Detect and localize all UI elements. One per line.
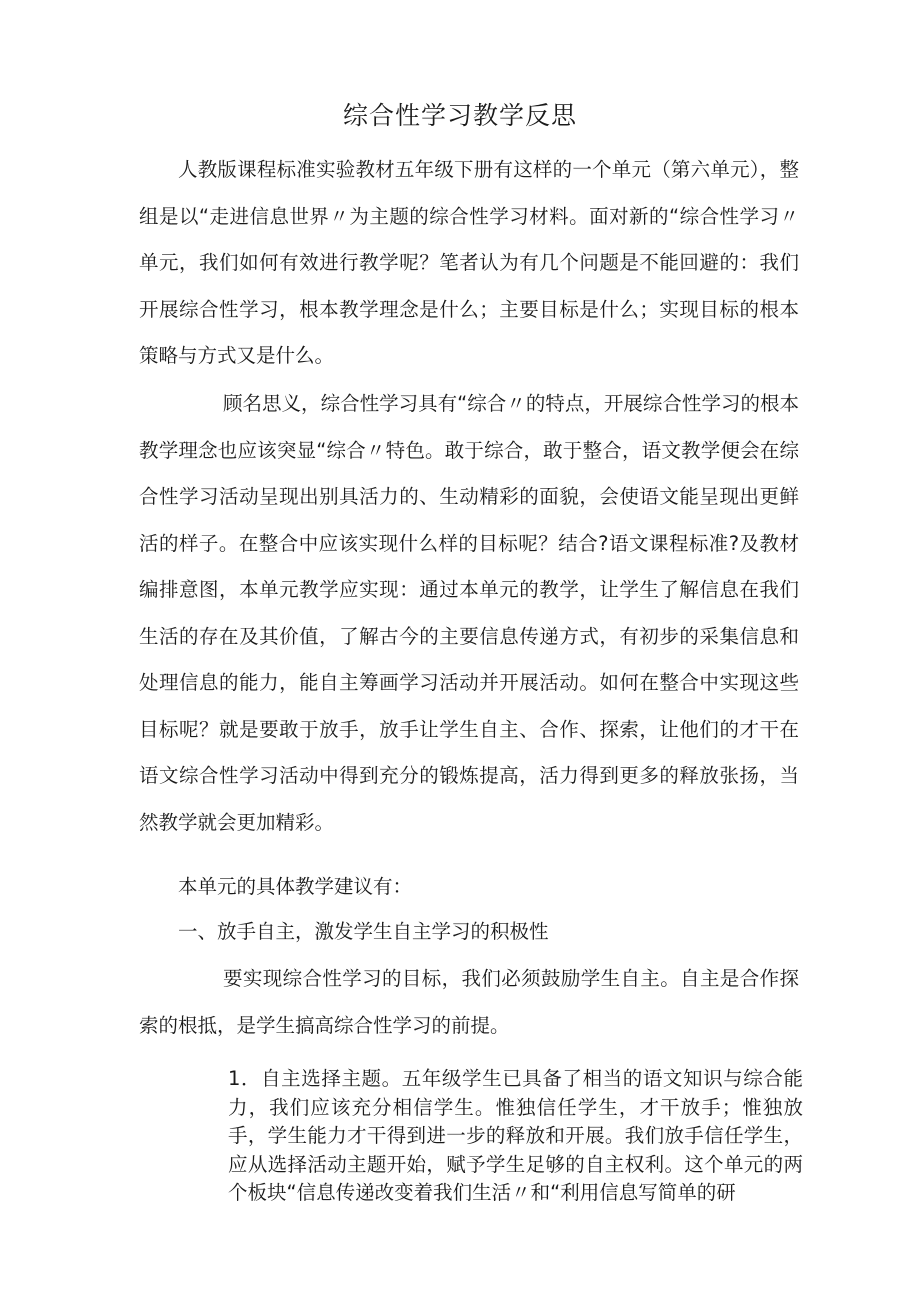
paragraph-suggestions-heading: 本单元的具体教学建议有： [178, 875, 413, 898]
list-item-1: 1．自主选择主题。五年级学生已具备了相当的语文知识与综合能力，我们应该充分相信学生。惟独信任学生，才干放手；惟独放手，学生能力才干得到进一步的释放和开展。我们放手信任学生，应从选择活动主题开始，赋予学生足够的自主权利。这个单元的两个板块“信息传递改变着我们生活〃和“利用信息写简单的研 [228, 1067, 803, 1204]
paragraph-concept: 顾名思义，综合性学习具有“综合〃的特点，开展综合性学习的根本教学理念也应该突显“综合〃特色。敢于综合，敢于整合，语文教学便会在综合性学习活动呈现出别具活力的、生动精彩的面貌，会使语文能呈现出更鲜活的样子。在整合中应该实现什么样的目标呢？结合?语文课程标准?及教材编排意图，本单元教学应实现：通过本单元的教学，让学生了解信息在我们生活的存在及其价值，了解古今的主要信息传递方式，有初步的采集信息和处理信息的能力，能自主筹画学习活动并开展活动。如何在整合中实现这些目标呢？就是要敢于放手，放手让学生自主、合作、探索，让他们的才干在语文综合性学习活动中得到充分的锻炼提高，活力得到更多的释放张扬，当然教学就会更加精彩。 [139, 392, 799, 834]
section-heading-1: 一、放手自主，激发学生自主学习的积极性 [178, 920, 549, 943]
paragraph-intro: 人教版课程标准实验教材五年级下册有这样的一个单元（第六单元），整组是以“走进信息世界〃为主题的综合性学习材料。面对新的“综合性学习〃单元，我们如何有效进行教学呢？笔者认为有几个问题是不能回避的：我们开展综合性学习，根本教学理念是什么；主要目标是什么；实现目标的根本策略与方式又是什么。 [139, 158, 799, 367]
paragraph-autonomy: 要实现综合性学习的目标，我们必须鼓励学生自主。自主是合作探索的根抵，是学生搞高综合性学习的前提。 [139, 967, 799, 1037]
document-title: 综合性学习教学反思 [342, 101, 577, 130]
